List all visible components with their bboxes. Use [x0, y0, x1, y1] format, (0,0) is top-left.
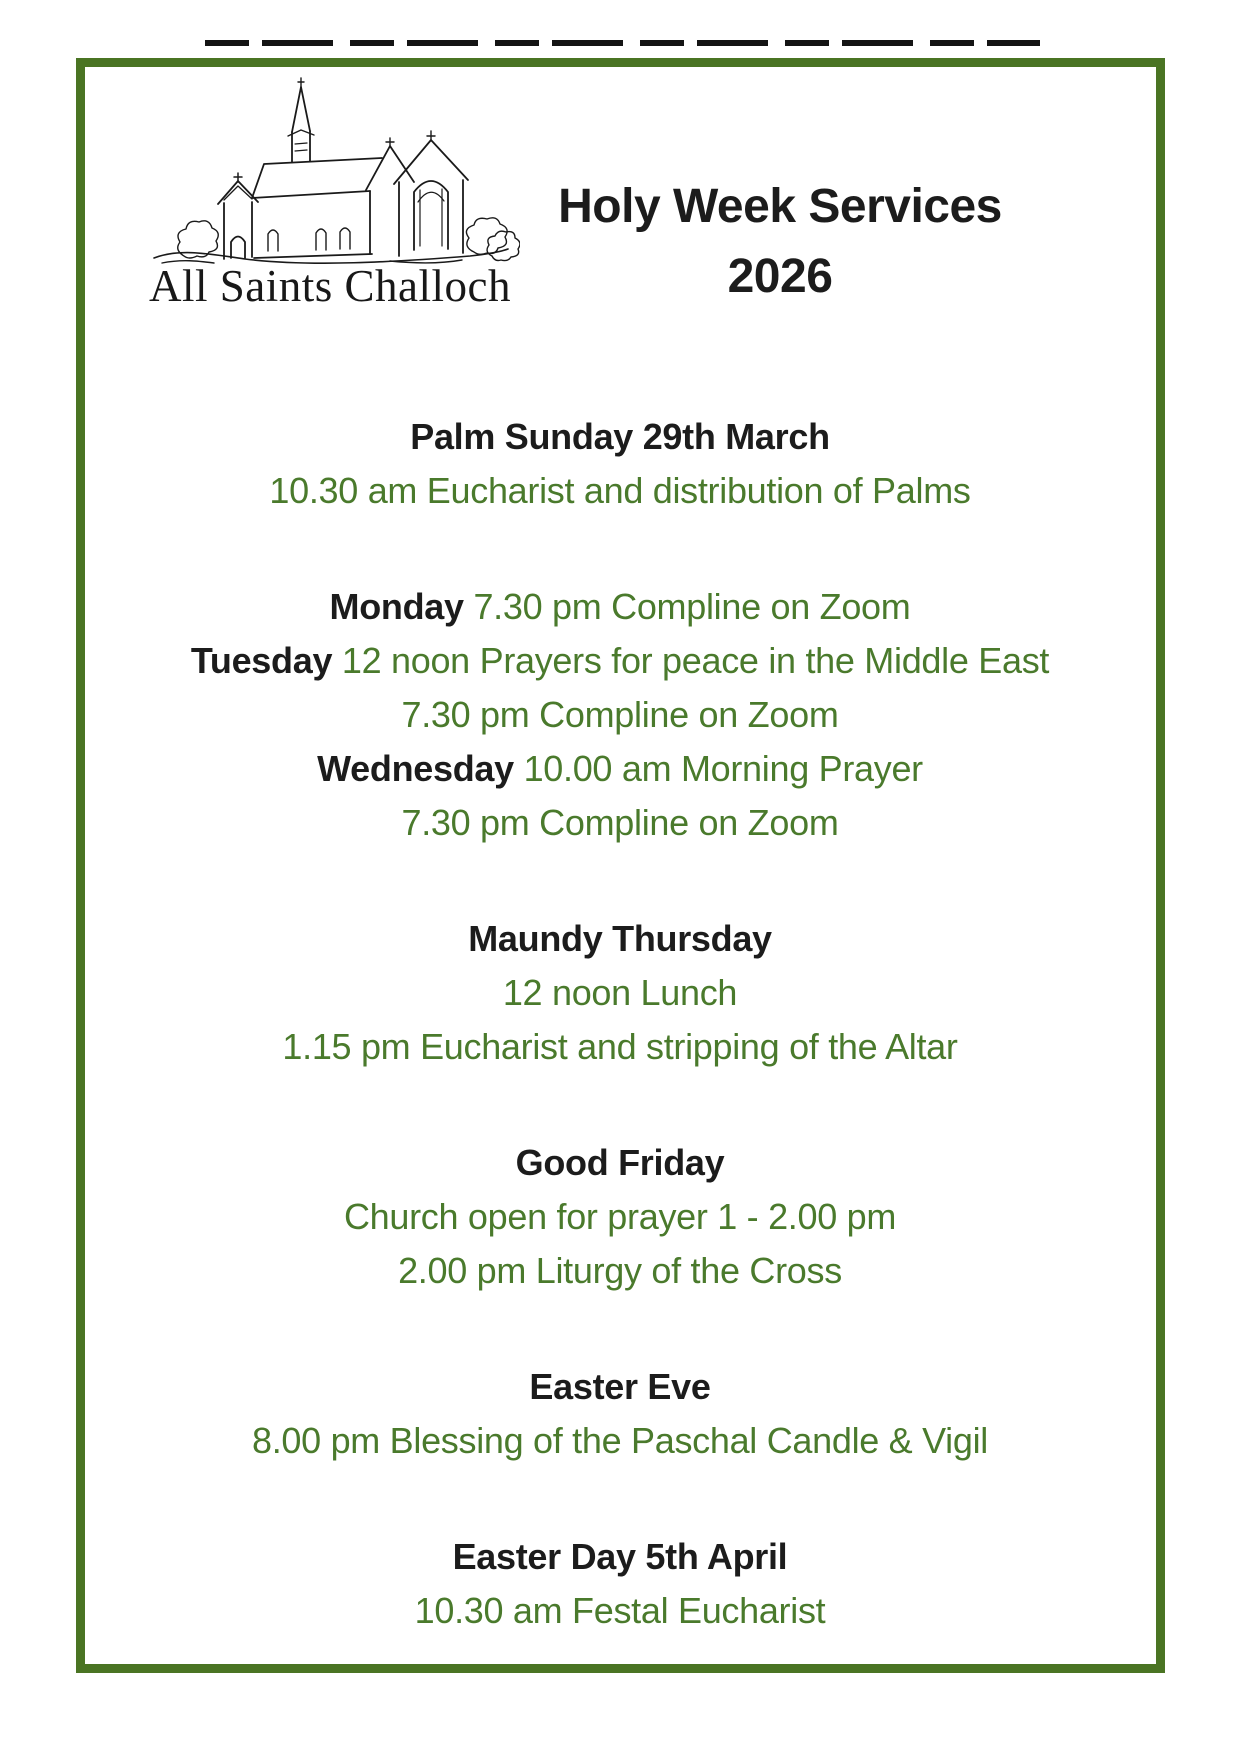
schedule-text-segment: Monday [329, 586, 474, 627]
schedule-text-segment: Easter Day 5th April [452, 1536, 788, 1577]
poster-title-line1: Holy Week Services [558, 180, 1002, 233]
schedule-line [85, 410, 1155, 464]
schedule-line [85, 688, 1155, 742]
schedule-text-segment: 7.30 pm Compline on Zoom [401, 802, 839, 843]
cropped-text-artifact [205, 40, 1040, 46]
schedule-text-segment: 12 noon Lunch [502, 972, 738, 1013]
schedule-line [85, 966, 1155, 1020]
schedule-text-segment: Good Friday [515, 1142, 725, 1183]
schedule-line [85, 1136, 1155, 1190]
church-logo [130, 70, 530, 312]
schedule-line [85, 1530, 1155, 1584]
schedule-line [85, 1584, 1155, 1638]
schedule-line [85, 796, 1155, 850]
schedule-line [85, 1244, 1155, 1298]
schedule-text-segment: Wednesday [317, 748, 524, 789]
schedule-block [85, 580, 1155, 850]
schedule-line [85, 464, 1155, 518]
schedule-line [85, 1414, 1155, 1468]
schedule-line [85, 742, 1155, 796]
schedule-text-segment: 10.00 am Morning Prayer [523, 748, 923, 789]
schedule-block [85, 1360, 1155, 1468]
schedule-text-segment: Church open for prayer 1 - 2.00 pm [343, 1196, 897, 1237]
poster-title-line2: 2026 [727, 250, 833, 303]
schedule-block [85, 912, 1155, 1074]
schedule-line [85, 1190, 1155, 1244]
schedule-text-segment: 2.00 pm Liturgy of the Cross [398, 1250, 842, 1291]
schedule-block [85, 410, 1155, 518]
schedule-block [85, 1136, 1155, 1298]
schedule-text-segment: 10.30 am Eucharist and distribution of Palms [269, 470, 971, 511]
schedule-text-segment: Maundy Thursday [468, 918, 772, 959]
schedule-text-segment: 7.30 pm Compline on Zoom [473, 586, 911, 627]
schedule-block [85, 1530, 1155, 1638]
schedule-text-segment: Tuesday [190, 640, 342, 681]
schedule-line [85, 1020, 1155, 1074]
schedule-text-segment: 8.00 pm Blessing of the Paschal Candle & Vigil [252, 1420, 988, 1461]
schedule-line [85, 634, 1155, 688]
church-name: All Saints Challoch [149, 261, 511, 311]
schedule-text-segment: 10.30 am Festal Eucharist [414, 1590, 826, 1631]
schedule-text-segment: 12 noon Prayers for peace in the Middle East [341, 640, 1050, 681]
schedule-text-segment: 7.30 pm Compline on Zoom [401, 694, 839, 735]
schedule-line [85, 580, 1155, 634]
schedule-text-segment: Easter Eve [529, 1366, 711, 1407]
church-logo-icon [140, 70, 520, 270]
schedule-line [85, 912, 1155, 966]
schedule [85, 410, 1155, 1638]
schedule-line [85, 1360, 1155, 1414]
schedule-text-segment: 1.15 pm Eucharist and stripping of the Altar [282, 1026, 958, 1067]
poster-title [500, 172, 1060, 312]
schedule-text-segment: Palm Sunday 29th March [410, 416, 830, 457]
